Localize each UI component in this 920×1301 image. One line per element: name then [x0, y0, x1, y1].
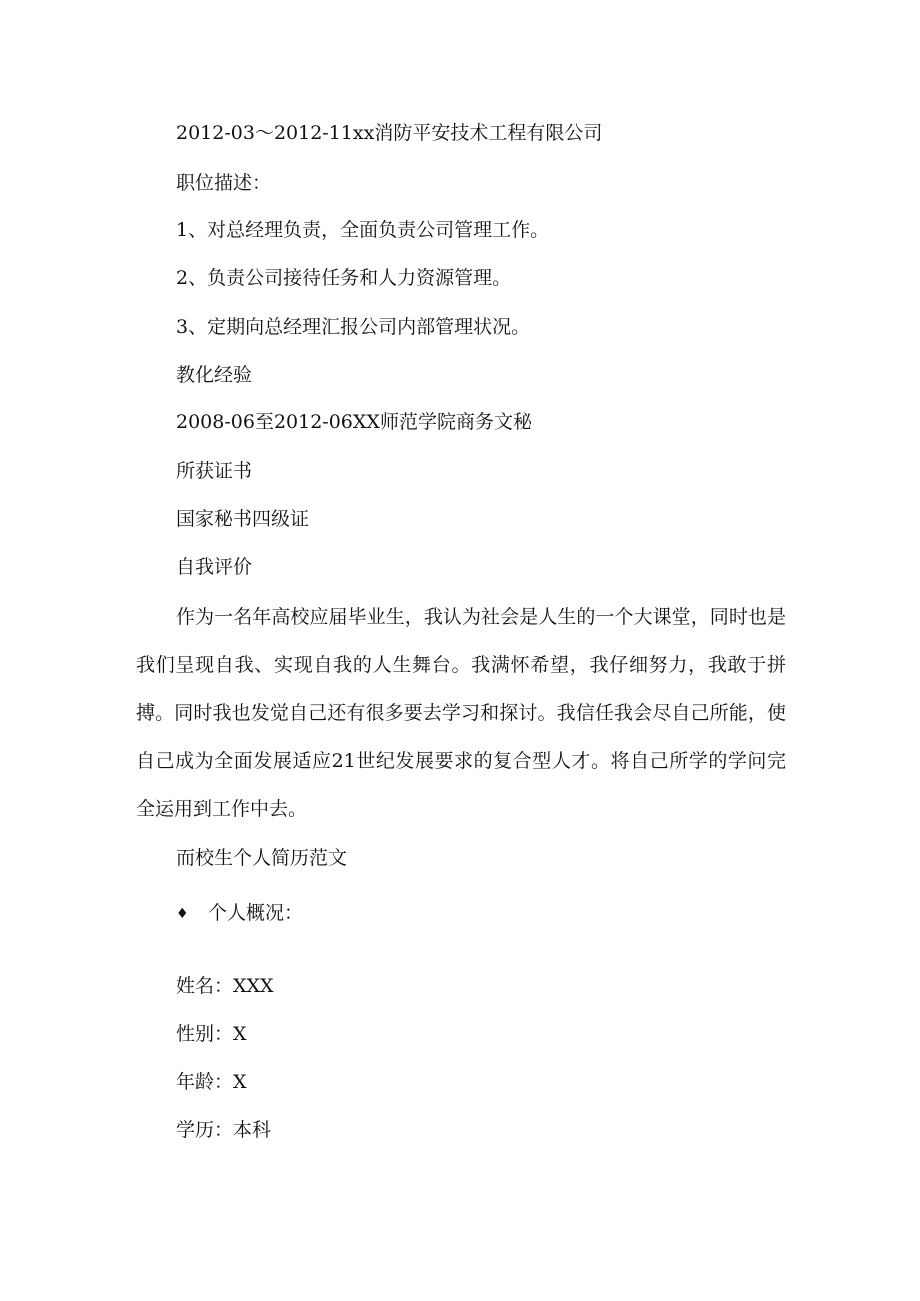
field-gender: 性别：X [176, 1023, 247, 1045]
overview-heading [176, 901, 303, 926]
diamond-bullet-icon: ♦ [176, 906, 189, 922]
self-evaluation-heading: 自我评价 [176, 556, 253, 578]
education-entry: 2008-06至2012-06XX师范学院商务文秘 [176, 411, 532, 433]
self-evaluation-paragraph: 作为一名年高校应届毕业生，我认为社会是人生的一个大课堂，同时也是我们呈现自我、实现自我的人生舞台。我满怀希望，我仔细努力，我敢于拼搏。同时我也发觉自己还有很多要去学习和探讨。我信任我会尽自己所能，使自己成为全面发展适应21世纪发展要求的复合型人才。将自己所学的学问完全运用到工作中去。 [136, 606, 786, 820]
job-description-label: 职位描述： [176, 172, 272, 194]
certificates-heading: 所获证书 [176, 460, 253, 482]
job-header: 2012-03～2012-11xx消防平安技术工程有限公司 [176, 122, 603, 144]
duty-item: 3、定期向总经理汇报公司内部管理状况。 [176, 316, 531, 338]
certificate-entry: 国家秘书四级证 [176, 508, 310, 530]
duty-item: 2、负责公司接待任务和人力资源管理。 [176, 267, 512, 289]
field-age: 年龄：X [176, 1071, 247, 1093]
overview-label: 个人概况： [208, 902, 304, 924]
education-heading: 教化经验 [176, 364, 253, 386]
field-education: 学历：本科 [176, 1119, 272, 1141]
duty-item: 1、对总经理负责，全面负责公司管理工作。 [176, 219, 550, 241]
field-name: 姓名：XXX [176, 975, 274, 997]
next-document-title: 而校生个人简历范文 [176, 847, 348, 869]
